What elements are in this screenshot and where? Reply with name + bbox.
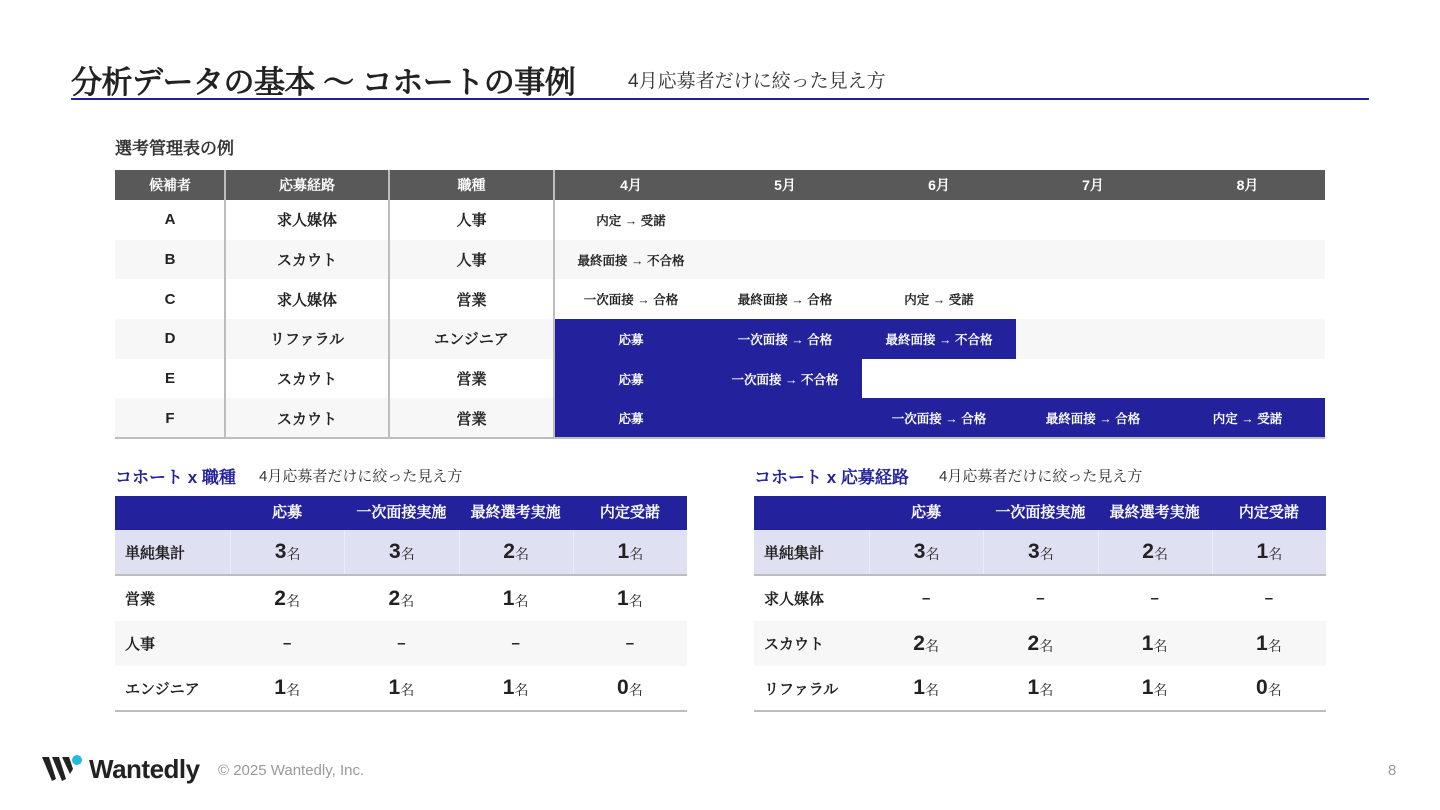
cohort-route-title: コホート x 応募経路 bbox=[754, 468, 909, 487]
wantedly-logo bbox=[42, 753, 200, 785]
cell-month-status bbox=[708, 398, 862, 438]
row-label: スカウト bbox=[764, 636, 825, 653]
count-unit: 名 bbox=[1153, 682, 1168, 698]
cell-month-status: 応募 bbox=[554, 398, 708, 438]
copyright: © 2025 Wantedly, Inc. bbox=[218, 762, 365, 779]
cell-count bbox=[1098, 576, 1212, 621]
table-row bbox=[754, 666, 1326, 712]
cell-count bbox=[344, 666, 458, 710]
count-value: – bbox=[397, 635, 406, 652]
column-header: 一次面接実施 bbox=[995, 504, 1086, 521]
cell-month-status: 内定 → 受諾 bbox=[904, 293, 974, 308]
cell-month-status: 最終面接 → 合格 bbox=[737, 293, 833, 308]
count-value: 1 bbox=[388, 676, 401, 699]
count-value: 3 bbox=[1028, 540, 1040, 563]
table-row bbox=[115, 621, 687, 666]
count-value: 2 bbox=[274, 586, 286, 610]
cell-month-status: 一次面接 → 合格 bbox=[708, 319, 862, 359]
cell-route: 求人媒体 bbox=[276, 291, 337, 309]
summary-row bbox=[754, 530, 1326, 576]
column-header: 7月 bbox=[1082, 177, 1104, 193]
cell-month-status bbox=[1170, 240, 1325, 280]
cell-month-status bbox=[862, 200, 1016, 240]
row-label: 人事 bbox=[125, 636, 156, 653]
cell-job: 営業 bbox=[456, 371, 487, 389]
count-unit: 名 bbox=[628, 592, 643, 609]
cohort-job-table bbox=[115, 496, 687, 712]
cell-candidate: A bbox=[164, 211, 176, 229]
selection-table bbox=[115, 170, 1325, 438]
count-value: – bbox=[511, 635, 520, 652]
cell-job: 人事 bbox=[456, 212, 487, 230]
count-unit: 名 bbox=[514, 682, 529, 698]
cell-month-status: 応募 bbox=[554, 319, 708, 359]
table-row bbox=[115, 200, 1325, 240]
cell-month-status bbox=[708, 240, 862, 280]
cell-count bbox=[344, 530, 458, 574]
column-header: 一次面接実施 bbox=[356, 504, 447, 521]
cell-count bbox=[983, 621, 1097, 666]
cell-month-status bbox=[862, 240, 1016, 280]
cell-month-status: 内定 → 受諾 bbox=[1170, 398, 1325, 438]
column-header: 最終選考実施 bbox=[470, 504, 561, 521]
cell-candidate: C bbox=[164, 290, 176, 308]
cell-count bbox=[869, 621, 983, 666]
count-unit: 名 bbox=[400, 592, 415, 609]
cell-count bbox=[344, 576, 458, 621]
cell-count bbox=[869, 576, 983, 621]
cell-month-status bbox=[1016, 279, 1170, 319]
cell-count bbox=[459, 576, 573, 621]
cell-job: エンジニア bbox=[434, 331, 509, 349]
count-unit: 名 bbox=[1153, 546, 1168, 562]
table-row bbox=[115, 576, 687, 621]
cell-job: 営業 bbox=[456, 410, 487, 428]
cell-route: スカウト bbox=[276, 410, 337, 428]
slide-subtitle: 4月応募者だけに絞った見え方 bbox=[628, 71, 886, 92]
cell-count bbox=[230, 666, 344, 710]
wantedly-logo-icon bbox=[42, 754, 84, 784]
slide-title: 分析データの基本 〜 コホートの事例 bbox=[71, 65, 576, 100]
cell-count bbox=[983, 576, 1097, 621]
cell-count bbox=[1212, 621, 1326, 666]
count-unit: 名 bbox=[924, 682, 939, 698]
count-unit: 名 bbox=[1039, 637, 1054, 654]
row-label: 単純集計 bbox=[764, 544, 825, 562]
cell-count bbox=[573, 576, 687, 621]
row-label: 単純集計 bbox=[125, 544, 186, 562]
count-unit: 名 bbox=[514, 546, 529, 562]
cell-count bbox=[1212, 576, 1326, 621]
cell-count bbox=[459, 666, 573, 710]
column-header: 内定受諾 bbox=[599, 504, 660, 521]
count-unit: 名 bbox=[1268, 546, 1283, 562]
cell-count bbox=[573, 530, 687, 574]
count-value: 2 bbox=[503, 540, 515, 563]
cell-candidate: F bbox=[165, 409, 175, 427]
column-header: 応募 bbox=[911, 504, 942, 521]
cell-candidate: E bbox=[164, 370, 175, 388]
table-bottom-border bbox=[115, 437, 1325, 439]
column-header: 内定受諾 bbox=[1238, 504, 1299, 521]
cell-count bbox=[573, 666, 687, 710]
cell-count bbox=[1098, 666, 1212, 710]
selection-table-header bbox=[115, 170, 1325, 200]
column-header: 応募 bbox=[272, 504, 303, 521]
count-unit: 名 bbox=[400, 682, 415, 698]
count-value: 1 bbox=[274, 676, 286, 699]
count-value: 1 bbox=[913, 676, 925, 699]
count-value: 3 bbox=[274, 540, 287, 563]
cell-count bbox=[1098, 621, 1212, 666]
cell-route: スカウト bbox=[276, 371, 337, 389]
selection-table-label: 選考管理表の例 bbox=[115, 139, 234, 158]
column-divider bbox=[553, 170, 555, 438]
cell-count bbox=[459, 621, 573, 666]
count-value: 3 bbox=[913, 540, 926, 563]
cell-month-status bbox=[1016, 240, 1170, 280]
cell-count bbox=[1098, 530, 1212, 574]
cell-count bbox=[869, 666, 983, 710]
cell-month-status bbox=[1170, 319, 1325, 359]
logo-text: Wantedly bbox=[89, 753, 200, 784]
count-value: 2 bbox=[913, 631, 925, 655]
count-value: 1 bbox=[1256, 540, 1269, 563]
count-unit: 名 bbox=[1153, 637, 1168, 654]
cell-count bbox=[983, 530, 1097, 574]
count-unit: 名 bbox=[285, 682, 300, 698]
count-value: 2 bbox=[1142, 540, 1154, 563]
column-divider bbox=[388, 170, 390, 438]
count-unit: 名 bbox=[1267, 637, 1282, 654]
count-value: 1 bbox=[1141, 631, 1154, 655]
cell-month-status: 一次面接 → 合格 bbox=[583, 293, 679, 308]
cell-month-status bbox=[1016, 359, 1170, 399]
row-label: 求人媒体 bbox=[764, 591, 825, 608]
table-row bbox=[115, 279, 1325, 319]
cell-job: 営業 bbox=[456, 291, 487, 309]
count-unit: 名 bbox=[1039, 682, 1054, 698]
cell-count bbox=[459, 530, 573, 574]
column-divider bbox=[224, 170, 226, 438]
cell-count bbox=[869, 530, 983, 574]
table-row bbox=[115, 359, 1325, 399]
cohort-job-title: コホート x 職種 bbox=[115, 468, 236, 487]
count-value: 1 bbox=[502, 586, 515, 610]
slide-header bbox=[71, 52, 1369, 100]
column-header: 最終選考実施 bbox=[1109, 504, 1200, 521]
cohort-table-header bbox=[754, 496, 1326, 530]
cell-month-status bbox=[1170, 200, 1325, 240]
table-row bbox=[115, 240, 1325, 280]
page-number: 8 bbox=[1388, 762, 1397, 779]
count-value: 2 bbox=[388, 586, 401, 610]
cell-route: 求人媒体 bbox=[276, 212, 337, 230]
count-unit: 名 bbox=[285, 592, 300, 609]
row-label: 営業 bbox=[125, 591, 156, 608]
cell-month-status: 最終面接 → 不合格 bbox=[577, 253, 685, 268]
table-row bbox=[754, 621, 1326, 666]
column-header: 4月 bbox=[620, 177, 642, 193]
table-row bbox=[115, 666, 687, 712]
cohort-table-header bbox=[115, 496, 687, 530]
column-header: 職種 bbox=[457, 177, 486, 193]
cell-job: 人事 bbox=[456, 252, 487, 270]
cell-count bbox=[230, 530, 344, 574]
count-value: – bbox=[921, 590, 931, 607]
cell-route: スカウト bbox=[276, 252, 337, 270]
count-value: 2 bbox=[1027, 631, 1040, 655]
column-header: 8月 bbox=[1236, 177, 1259, 193]
cell-route: リファラル bbox=[269, 331, 345, 349]
cell-month-status bbox=[1170, 359, 1325, 399]
column-header: 応募経路 bbox=[279, 177, 335, 193]
cell-count bbox=[344, 621, 458, 666]
cell-count bbox=[1212, 530, 1326, 574]
count-value: 1 bbox=[1141, 676, 1154, 699]
table-row bbox=[115, 319, 1325, 359]
count-unit: 名 bbox=[286, 546, 301, 562]
cell-month-status bbox=[708, 200, 862, 240]
cell-month-status bbox=[1016, 319, 1170, 359]
table-row bbox=[754, 576, 1326, 621]
cell-count bbox=[230, 621, 344, 666]
cell-month-status: 内定 → 受諾 bbox=[596, 213, 666, 228]
count-unit: 名 bbox=[1039, 546, 1054, 562]
cell-month-status bbox=[862, 359, 1016, 399]
count-unit: 名 bbox=[629, 546, 644, 562]
table-row bbox=[115, 398, 1325, 438]
count-value: – bbox=[282, 635, 292, 652]
count-unit: 名 bbox=[925, 546, 940, 562]
summary-row bbox=[115, 530, 687, 576]
count-value: 3 bbox=[389, 540, 401, 563]
count-unit: 名 bbox=[514, 592, 529, 609]
count-value: – bbox=[625, 635, 635, 652]
cell-count bbox=[573, 621, 687, 666]
count-unit: 名 bbox=[628, 682, 643, 698]
cell-month-status: 一次面接 → 合格 bbox=[862, 398, 1016, 438]
cell-month-status bbox=[1170, 279, 1325, 319]
cell-month-status: 応募 bbox=[554, 359, 708, 399]
cell-month-status: 最終面接 → 合格 bbox=[1016, 398, 1170, 438]
cohort-route-subtitle: 4月応募者だけに絞った見え方 bbox=[939, 468, 1143, 485]
column-header: 6月 bbox=[928, 177, 950, 193]
count-value: 0 bbox=[617, 676, 629, 699]
count-value: 0 bbox=[1256, 676, 1268, 699]
count-unit: 名 bbox=[924, 637, 939, 654]
count-value: – bbox=[1264, 590, 1274, 607]
count-value: 1 bbox=[1027, 676, 1040, 699]
column-header: 5月 bbox=[774, 177, 796, 193]
count-unit: 名 bbox=[400, 546, 415, 562]
cell-count bbox=[983, 666, 1097, 710]
cell-month-status bbox=[1016, 200, 1170, 240]
cell-count bbox=[1212, 666, 1326, 710]
cohort-route-table bbox=[754, 496, 1326, 712]
cell-month-status: 一次面接 → 不合格 bbox=[708, 359, 862, 399]
cell-count bbox=[230, 576, 344, 621]
cell-candidate: B bbox=[164, 251, 176, 269]
cell-candidate: D bbox=[164, 330, 176, 348]
count-unit: 名 bbox=[1267, 682, 1282, 698]
column-header: 候補者 bbox=[149, 177, 191, 193]
cohort-job-subtitle: 4月応募者だけに絞った見え方 bbox=[259, 468, 463, 485]
count-value: 1 bbox=[617, 586, 629, 610]
row-label: エンジニア bbox=[125, 680, 200, 698]
count-value: – bbox=[1150, 590, 1159, 607]
count-value: 1 bbox=[617, 540, 630, 563]
row-label: リファラル bbox=[764, 680, 839, 698]
count-value: 1 bbox=[1256, 631, 1268, 655]
count-value: 1 bbox=[502, 676, 515, 699]
count-value: – bbox=[1036, 590, 1045, 607]
cell-month-status: 最終面接 → 不合格 bbox=[862, 319, 1016, 359]
